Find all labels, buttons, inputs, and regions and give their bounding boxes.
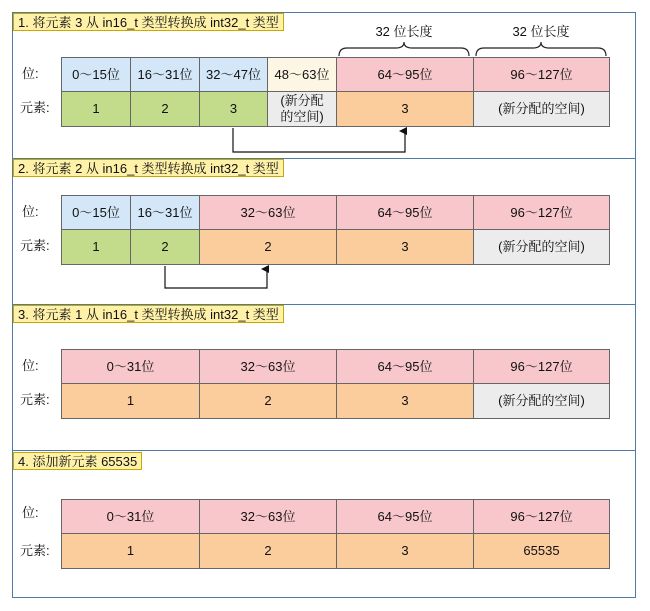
s3-element-cell-3: (新分配的空间) bbox=[473, 383, 610, 419]
s1-element-cell-1: 2 bbox=[130, 91, 200, 127]
s1-bit-cell-4: 64～95位 bbox=[336, 57, 474, 92]
s2-element-cell-1: 2 bbox=[130, 229, 200, 265]
s1-bit-cell-5: 96～127位 bbox=[473, 57, 610, 92]
s1-element-cell-5: (新分配的空间) bbox=[473, 91, 610, 127]
move-arrow-1 bbox=[233, 128, 405, 152]
s3-bit-cell-3: 96～127位 bbox=[473, 349, 610, 384]
section-2-title: 2. 将元素 2 从 in16_t 类型转换成 int32_t 类型 bbox=[13, 159, 284, 177]
section-1-bit-label: 位: bbox=[22, 66, 39, 81]
s2-bit-cell-2: 32～63位 bbox=[199, 195, 337, 230]
s4-element-cell-0: 1 bbox=[61, 533, 200, 569]
brace-2 bbox=[476, 42, 606, 56]
s2-bit-cell-4: 96～127位 bbox=[473, 195, 610, 230]
s3-bit-cell-2: 64～95位 bbox=[336, 349, 474, 384]
move-arrow-2 bbox=[165, 266, 267, 288]
s1-bit-cell-1: 16～31位 bbox=[130, 57, 200, 92]
section-3-title: 3. 将元素 1 从 in16_t 类型转换成 int32_t 类型 bbox=[13, 305, 284, 323]
s4-element-cell-3: 65535 bbox=[473, 533, 610, 569]
s2-element-cell-0: 1 bbox=[61, 229, 131, 265]
s3-element-cell-0: 1 bbox=[61, 383, 200, 419]
s4-element-cell-2: 3 bbox=[336, 533, 474, 569]
s4-bit-cell-1: 32～63位 bbox=[199, 499, 337, 534]
s1-bit-cell-3: 48～63位 bbox=[267, 57, 337, 92]
s4-bit-cell-3: 96～127位 bbox=[473, 499, 610, 534]
section-2-element-label: 元素: bbox=[20, 238, 50, 253]
s2-bit-cell-3: 64～95位 bbox=[336, 195, 474, 230]
section-3-bit-label: 位: bbox=[22, 358, 39, 373]
s4-bit-cell-0: 0～31位 bbox=[61, 499, 200, 534]
s1-bit-cell-0: 0～15位 bbox=[61, 57, 131, 92]
brace-label-2: 32 位长度 bbox=[512, 24, 570, 39]
section-4-element-label: 元素: bbox=[20, 543, 50, 558]
s2-element-cell-2: 2 bbox=[199, 229, 337, 265]
section-3-element-label: 元素: bbox=[20, 392, 50, 407]
section-4-bit-label: 位: bbox=[22, 505, 39, 520]
brace-1 bbox=[339, 42, 469, 56]
s3-element-cell-2: 3 bbox=[336, 383, 474, 419]
section-2-bit-label: 位: bbox=[22, 204, 39, 219]
section-4-title: 4. 添加新元素 65535 bbox=[13, 452, 142, 470]
s4-element-cell-1: 2 bbox=[199, 533, 337, 569]
s1-element-cell-2: 3 bbox=[199, 91, 268, 127]
s1-bit-cell-2: 32～47位 bbox=[199, 57, 268, 92]
s3-bit-cell-0: 0～31位 bbox=[61, 349, 200, 384]
s2-bit-cell-0: 0～15位 bbox=[61, 195, 131, 230]
s1-element-cell-4: 3 bbox=[336, 91, 474, 127]
s1-element-cell-3: (新分配的空间) bbox=[267, 91, 337, 127]
s4-bit-cell-2: 64～95位 bbox=[336, 499, 474, 534]
brace-label-1: 32 位长度 bbox=[375, 24, 433, 39]
s2-element-cell-3: 3 bbox=[336, 229, 474, 265]
section-1-element-label: 元素: bbox=[20, 100, 50, 115]
s3-bit-cell-1: 32～63位 bbox=[199, 349, 337, 384]
s1-element-cell-0: 1 bbox=[61, 91, 131, 127]
section-1-title: 1. 将元素 3 从 in16_t 类型转换成 int32_t 类型 bbox=[13, 13, 284, 31]
s2-element-cell-4: (新分配的空间) bbox=[473, 229, 610, 265]
s3-element-cell-1: 2 bbox=[199, 383, 337, 419]
s2-bit-cell-1: 16～31位 bbox=[130, 195, 200, 230]
